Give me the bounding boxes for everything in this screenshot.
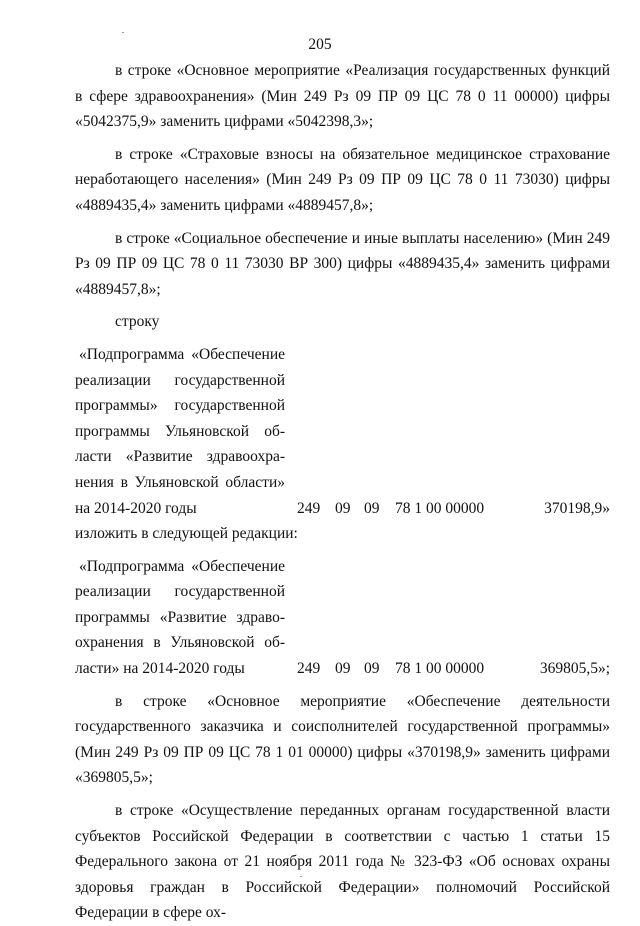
paragraph: в строке «Социальное обеспечение и иные выплаты населению» (Мин 249 Рз 09 ПР 09 ЦС 78 0 11 73030 ВР 300) цифры «4889435,4» заменить цифрами «4889457,8»; — [75, 229, 610, 298]
paragraph: в строке «Основное мероприятие «Обеспечение деятельности государственного заказчика и соисполнителей государственной программы» (Мин 249 Рз 09 ПР 09 ЦС 78 1 01 00000) цифры «370198,9» заменить цифрами «369805,5»; — [75, 692, 610, 787]
cell-rz: 09 — [335, 499, 351, 517]
line-edition: изложить в следующей редакции: — [75, 525, 298, 543]
cell-sum: 369805,5»; — [539, 660, 610, 678]
row-text-line: нения в Ульяновской области» — [75, 473, 285, 491]
cell-rz: 09 — [335, 660, 351, 678]
row-text-line: «Подпрограмма «Обеспечение — [79, 345, 285, 363]
row-text-line: ласти «Развитие здравоохра- — [75, 448, 285, 466]
row-text-line: реализации государственной — [75, 583, 285, 601]
row-text-line: ласти» на 2014-2020 годы — [75, 660, 245, 678]
cell-pr: 09 — [364, 499, 380, 517]
row-text-line: охранения в Ульяновской об- — [75, 634, 285, 652]
cell-cs: 78 1 00 00000 — [395, 660, 485, 678]
row-text-line: «Подпрограмма «Обеспечение — [79, 557, 285, 575]
paragraph: в строке «Основное мероприятие «Реализация государственных функций в сфере здравоохранения» (Мин 249 Рз 09 ПР 09 ЦС 78 0 11 00000) цифры «5042375,9» заменить цифрами «5042398,3»; — [75, 62, 610, 131]
row-text-line: программы Ульяновской об- — [75, 422, 285, 440]
cell-cs: 78 1 00 00000 — [395, 499, 485, 517]
page-number: 205 — [308, 36, 332, 53]
paragraph: в строке «Осуществление переданных органам государственной власти субъектов Российской Федерации в соответствии с частью 1 статьи 15 Федерального закона от 21 ноября 2011 года № 323-ФЗ «Об основах охраны здоровья граждан в Российской Федерации» полномочий Российской Федерации в сфере ох- — [75, 802, 610, 922]
cell-min: 249 — [297, 499, 321, 517]
cell-min: 249 — [297, 660, 321, 678]
row-text-line: программы «Развитие здраво- — [75, 608, 285, 626]
table-row-new — [75, 554, 610, 682]
table-row-old — [75, 342, 610, 521]
paragraph: в строке «Страховые взносы на обязательное медицинское страхование неработающего населения» (Мин 249 Рз 09 ПР 09 ЦС 78 0 11 73030) цифры «4889435,4» заменить цифрами «4889457,8»; — [75, 145, 610, 214]
cell-sum: 370198,9» — [544, 499, 610, 517]
row-text-line: реализации государственной — [75, 371, 285, 389]
document-body — [75, 58, 610, 926]
row-text-line: программы» государственной — [75, 397, 285, 415]
cell-pr: 09 — [364, 660, 380, 678]
line-stroku: строку — [115, 313, 160, 331]
row-text-line: на 2014-2020 годы — [75, 499, 197, 517]
